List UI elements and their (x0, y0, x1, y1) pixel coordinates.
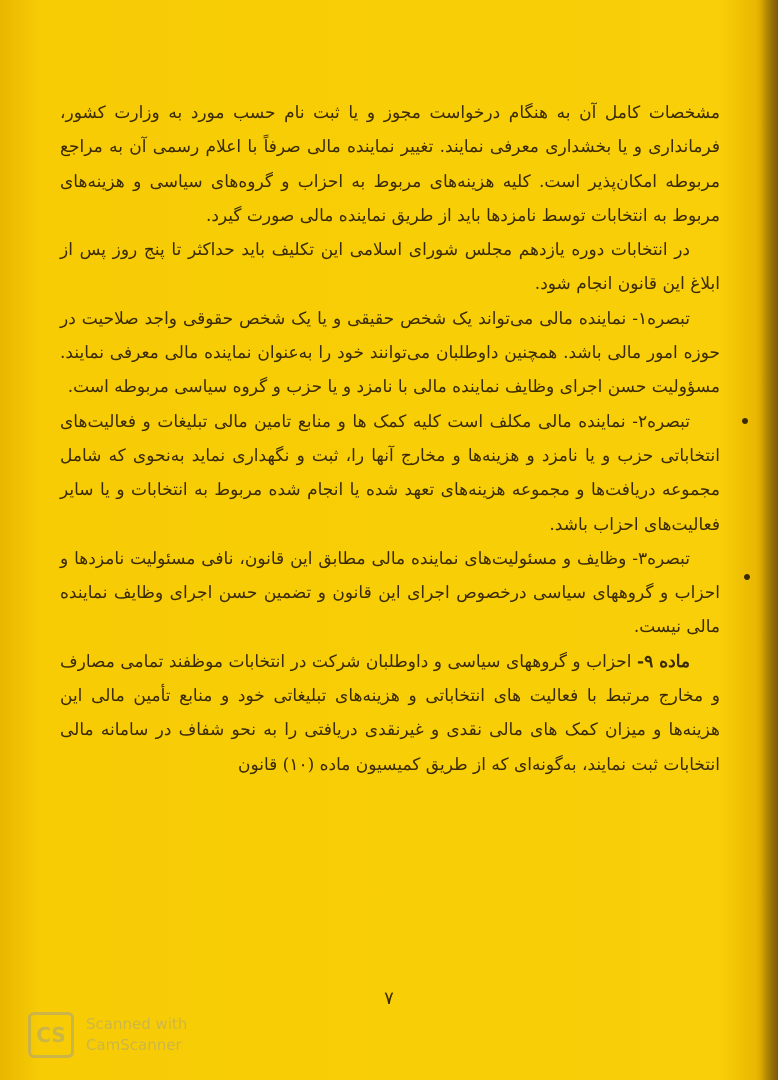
article-9-text: احزاب و گروههای سیاسی و داوطلبان شرکت در انتخابات موظفند تمامی مصارف و مخارج مرتبط با فعالیت های انتخاباتی و هزینه‌های تبلیغاتی خود و منابع تأمین مالی این هزینه‌ها و میزان کمک های مالی نقدی و غیرنقدی دریافتی را به نحو شفاف در سامانه مالی انتخابات ثبت نمایند، به‌گونه‌ای که از طریق کمیسیون ماده (۱۰) قانون (60, 651, 720, 775)
paragraph: در انتخابات دوره یازدهم مجلس شورای اسلامی این تکلیف باید حداکثر تا پنج روز پس از ابلاغ این قانون انجام شود. (60, 240, 720, 295)
note-3-paragraph: تبصره۳- وظایف و مسئولیت‌های نماینده مالی مطابق این قانون، نافی مسئولیت نامزدها و احزاب و گروههای سیاسی درخصوص اجرای این قانون و تضمین حسن اجرای وظایف نماینده مالی نیست. (60, 548, 720, 638)
margin-mark (742, 418, 748, 424)
note-2-paragraph: تبصره۲- نماینده مالی مکلف است کلیه کمک ها و منابع تامین مالی تبلیغات و فعالیت‌های انتخاباتی حزب و یا نامزد و هزینه‌ها و مخارج آنها را، ثبت و نگهداری نماید به‌نحوی که شامل مجموعه دریافت‌ها و مجموعه هزینه‌های تعهد شده یا انجام شده مربوط به انتخابات و یا سایر فعالیت‌های احزاب باشد. (60, 411, 720, 535)
watermark-line-2: CamScanner (86, 1036, 182, 1054)
note-1-paragraph: تبصره۱- نماینده مالی می‌تواند یک شخص حقیقی و یا یک شخص حقوقی واجد صلاحیت در حوزه امور مالی باشد. همچنین داوطلبان می‌توانند خود را به‌عنوان نماینده مالی معرفی نمایند. مسؤولیت حسن اجرای وظایف نماینده مالی با نامزد و یا حزب و گروه سیاسی مربوطه است. (60, 308, 720, 398)
page-number: ۷ (384, 988, 394, 1009)
article-9-paragraph (60, 645, 720, 782)
paragraph: مشخصات کامل آن به هنگام درخواست مجوز و یا ثبت نام حسب مورد به وزارت کشور، فرمانداری و یا بخشداری معرفی نمایند. تغییر نماینده مالی صرفاً با اعلام رسمی آن به مراجع مربوطه امکان‌پذیر است. کلیه هزینه‌های مربوط به احزاب و گروه‌های سیاسی و هزینه‌های مربوط به انتخابات توسط نامزدها باید از طریق نماینده مالی صورت گیرد. (60, 103, 720, 226)
book-spine-shadow (756, 0, 778, 1080)
margin-mark (744, 574, 750, 580)
document-body (60, 96, 720, 782)
camscanner-watermark (28, 1012, 228, 1060)
article-9-heading: ماده ۹- (637, 651, 690, 672)
watermark-line-1: Scanned with (86, 1015, 188, 1033)
watermark-text (86, 1014, 246, 1056)
camscanner-logo-icon: CS (28, 1012, 74, 1058)
